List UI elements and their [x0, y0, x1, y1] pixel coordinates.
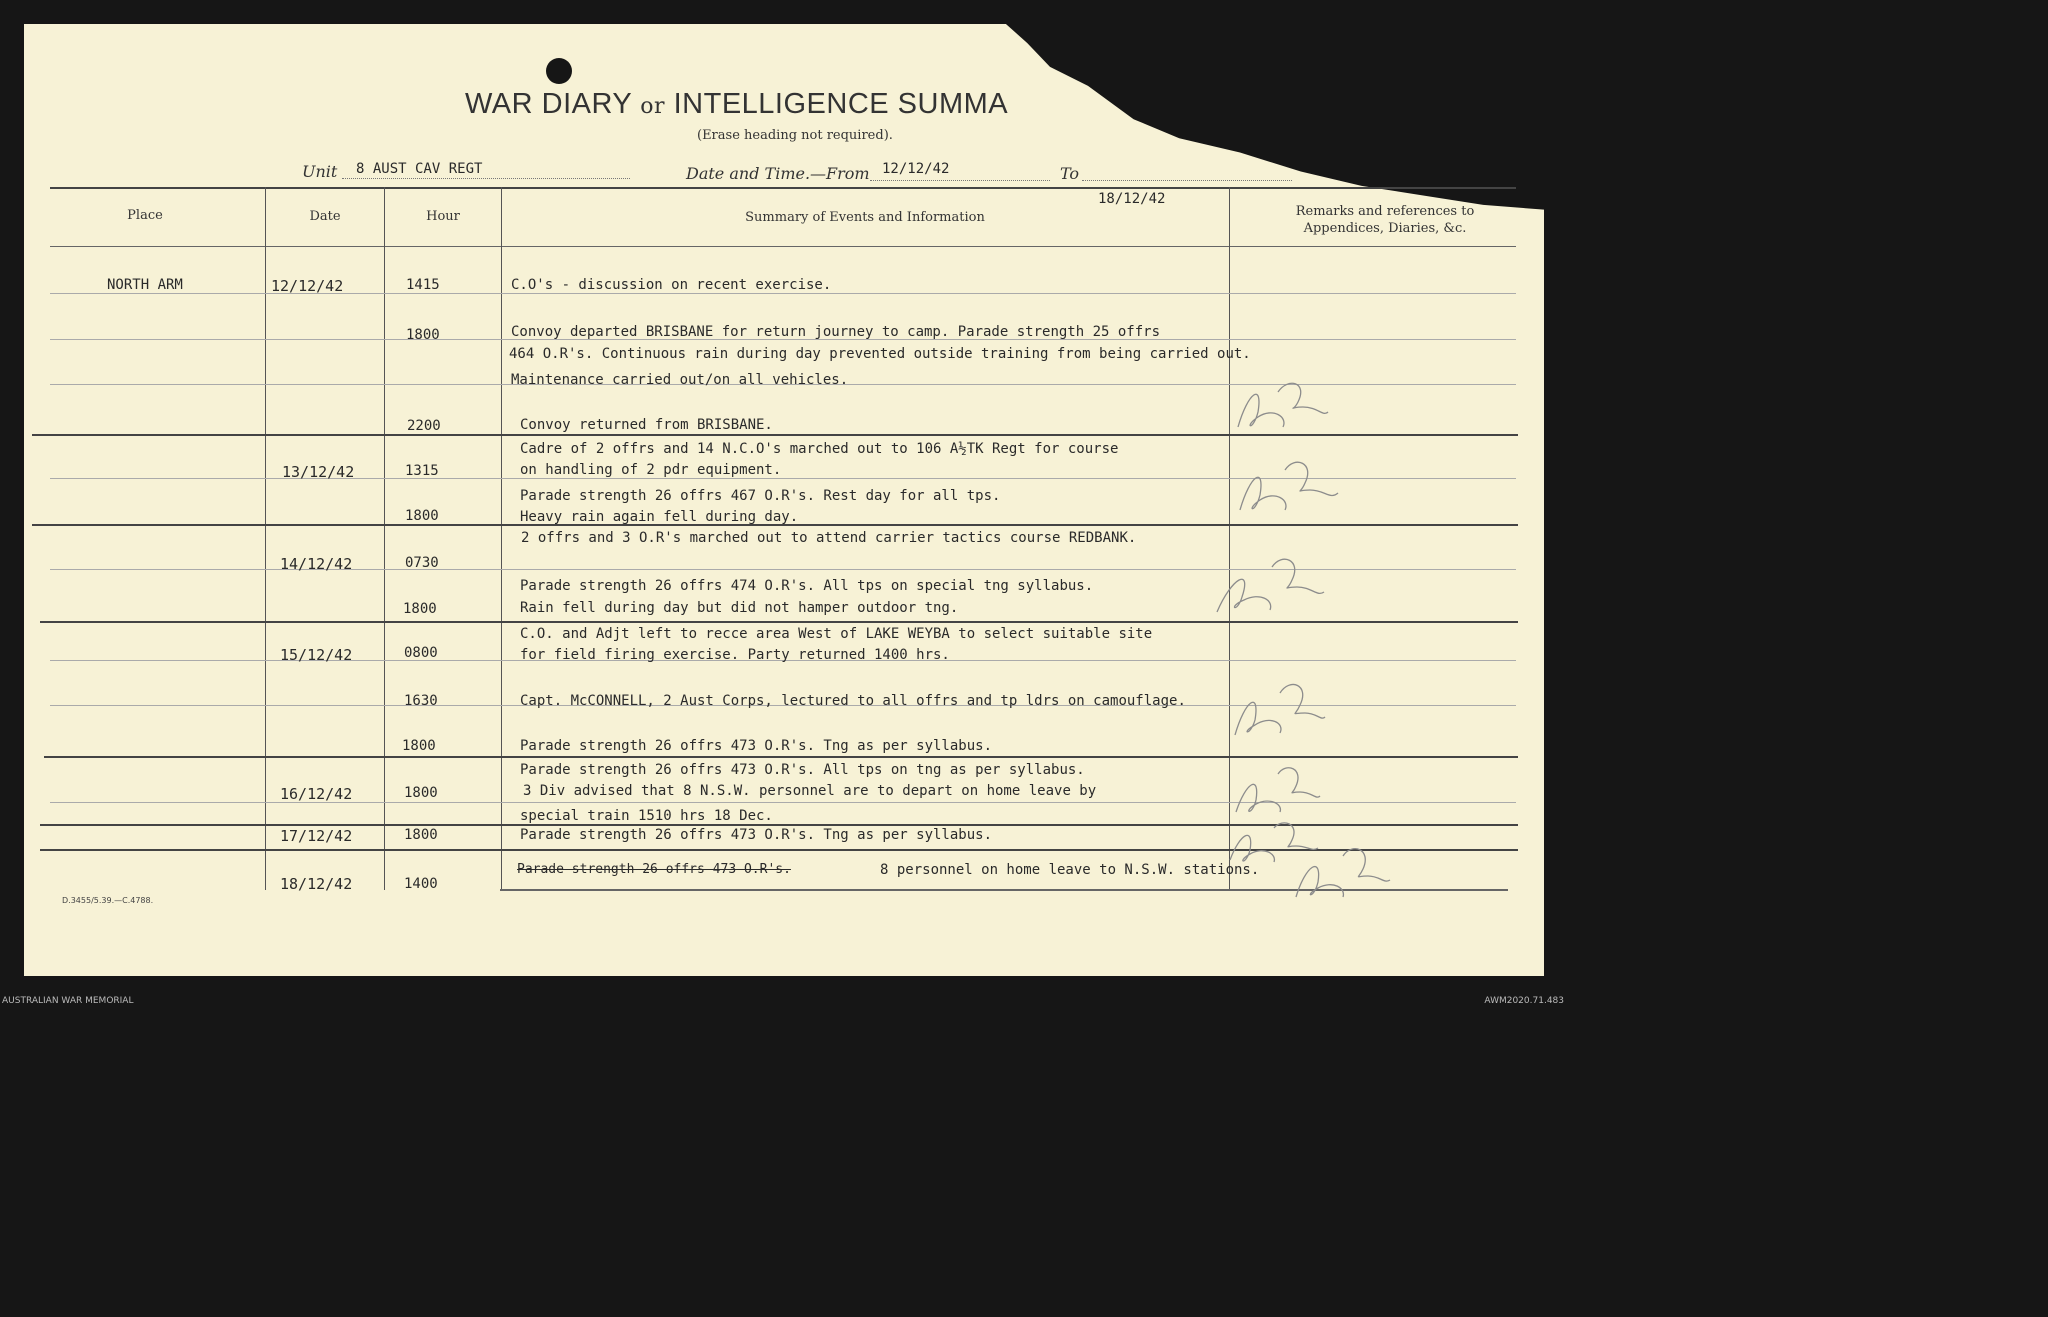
col-header-remarks-1: Remarks and references to [1295, 204, 1475, 219]
col-header-place: Place [127, 208, 163, 223]
summary-line: Capt. McCONNELL, 2 Aust Corps, lectured to all offrs and tp ldrs on camouflage. [520, 693, 1186, 709]
date-cell: 17/12/42 [280, 827, 353, 845]
archive-reference: AWM2020.71.483 [1484, 996, 1564, 1006]
col-header-remarks-2: Appendices, Diaries, &c. [1303, 221, 1467, 236]
hour-cell: 1630 [404, 693, 438, 709]
rule-line [50, 293, 1516, 294]
title-end: INTELLIGENCE SUMMA [673, 88, 1009, 120]
table-top-border [50, 187, 1516, 189]
summary-line: 8 personnel on home leave to N.S.W. stations. [880, 862, 1260, 878]
hour-cell: 1400 [404, 876, 438, 892]
initials-signature [1230, 455, 1350, 525]
summary-line: Convoy returned from BRISBANE. [520, 417, 773, 433]
initials-signature [1225, 675, 1335, 750]
hour-cell: 1800 [403, 601, 437, 617]
date-from-dotted-line [870, 180, 1050, 181]
struck-out-text: Parade strength 26 offrs 473 O.R's. [517, 862, 791, 877]
date-from-value: 12/12/42 [882, 161, 950, 177]
unit-label: Unit [302, 162, 338, 181]
hour-cell: 1800 [402, 738, 436, 754]
summary-line: special train 1510 hrs 18 Dec. [520, 808, 773, 824]
form-title [465, 88, 1008, 121]
col-header-date: Date [309, 209, 341, 224]
date-cell: 16/12/42 [280, 785, 353, 803]
col-header-summary: Summary of Events and Information [745, 210, 985, 225]
date-cell: 12/12/42 [271, 277, 344, 295]
hour-cell: 1800 [404, 827, 438, 843]
summary-line: Rain fell during day but did not hamper outdoor tng. [520, 600, 959, 616]
summary-line: Cadre of 2 offrs and 14 N.C.O's marched out to 106 A½TK Regt for course [520, 441, 1119, 457]
summary-line: Parade strength 26 offrs 473 O.R's. Tng as per syllabus. [520, 827, 993, 843]
form-code: D.3455/5.39.—C.4788. [62, 896, 154, 905]
hour-cell: 1800 [405, 508, 439, 524]
date-to-value: 18/12/42 [1098, 191, 1166, 207]
summary-line: 3 Div advised that 8 N.S.W. personnel are to depart on home leave by [523, 783, 1097, 799]
date-cell: 14/12/42 [280, 555, 353, 573]
summary-line: on handling of 2 pdr equipment. [520, 462, 782, 478]
summary-line: Parade strength 26 offrs 474 O.R's. All tps on special tng syllabus. [520, 578, 1094, 594]
initials-signature [1288, 842, 1398, 907]
initials-signature [1228, 372, 1338, 442]
archive-credit: AUSTRALIAN WAR MEMORIAL [2, 996, 134, 1006]
form-subtitle: (Erase heading not required). [697, 128, 893, 143]
hour-cell: 0730 [405, 555, 439, 571]
summary-line: C.O. and Adjt left to recce area West of LAKE WEYBA to select suitable site [520, 626, 1153, 642]
date-to-dotted-line [1082, 180, 1292, 181]
day-separator [44, 756, 1518, 758]
summary-line: Heavy rain again fell during day. [520, 509, 799, 525]
hour-cell: 1415 [406, 277, 440, 293]
summary-line: Parade strength 26 offrs 467 O.R's. Rest day for all tps. [520, 488, 1001, 504]
hour-cell: 2200 [407, 418, 441, 434]
summary-line: for field firing exercise. Party returned 1400 hrs. [520, 647, 950, 663]
unit-dotted-line [342, 178, 630, 179]
initials-signature [1212, 552, 1332, 622]
date-cell: 18/12/42 [280, 875, 353, 893]
title-main: WAR DIARY [465, 88, 632, 120]
title-or: or [640, 94, 666, 119]
header-bottom-rule [50, 246, 1516, 247]
place-value: NORTH ARM [107, 277, 183, 293]
punch-hole [546, 58, 572, 84]
date-cell: 15/12/42 [280, 646, 353, 664]
hour-cell: 0800 [404, 645, 438, 661]
hour-cell: 1800 [404, 785, 438, 801]
summary-line: 464 O.R's. Continuous rain during day prevented outside training from being carried out. [509, 346, 1251, 362]
initials-signature [1228, 762, 1328, 822]
col-header-hour: Hour [426, 209, 460, 224]
hour-cell: 1800 [406, 327, 440, 343]
date-cell: 13/12/42 [282, 463, 355, 481]
summary-line: Convoy departed BRISBANE for return journey to camp. Parade strength 25 offrs [511, 324, 1161, 340]
summary-line: 2 offrs and 3 O.R's marched out to attend carrier tactics course REDBANK. [521, 530, 1137, 546]
summary-line: Parade strength 26 offrs 473 O.R's. All tps on tng as per syllabus. [520, 762, 1085, 778]
hour-cell: 1315 [405, 463, 439, 479]
summary-line: C.O's - discussion on recent exercise. [511, 277, 832, 293]
unit-value: 8 AUST CAV REGT [356, 161, 483, 177]
to-label: To [1060, 164, 1080, 183]
summary-line: Maintenance carried out/on all vehicles. [511, 372, 849, 388]
summary-line: Parade strength 26 offrs 473 O.R's. Tng as per syllabus. [520, 738, 993, 754]
date-label: Date and Time.—From [686, 164, 870, 183]
